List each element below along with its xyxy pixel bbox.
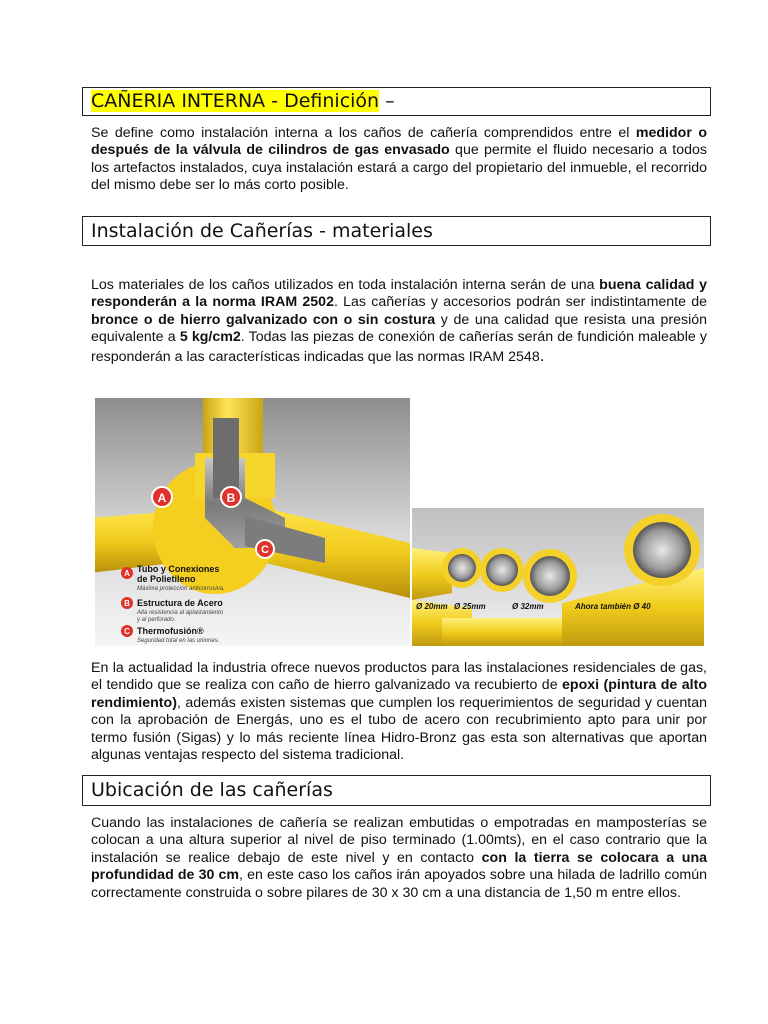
heading-suffix: – [379,90,395,112]
svg-text:Alta resistencia al aplastamie: Alta resistencia al aplastamiento [137,610,224,616]
svg-text:Estructura de Acero: Estructura de Acero [137,598,223,608]
svg-text:Tubo y Conexiones: Tubo y Conexiones [137,564,220,574]
label-b: B [226,491,236,505]
svg-text:C: C [124,627,130,636]
heading-title: CAÑERIA INTERNA - Definición [91,90,380,112]
pipe-sizes-figure [412,508,704,646]
pipe-32-body [442,618,562,646]
paragraph-definicion: Se define como instalación interna a los caños de cañería comprendidos entre el medidor o después de la válvula de cilindros de gas envasado que permite el fluido necesario a todos los artefactos instalados, cuya instalación estará a cargo del propietario del inmueble, el recorrido del mismo debe ser lo más corto posible. [91,125,707,194]
section-heading-ubicacion [82,775,711,806]
label-a: A [157,491,167,505]
svg-text:Seguridad total en las uniones: Seguridad total en las uniones. [137,638,220,644]
size-label-32: Ø 32mm [512,602,544,611]
svg-text:de Polietileno: de Polietileno [137,574,196,584]
size-label-20: Ø 20mm [416,602,448,611]
svg-text:y al perforado.: y al perforado. [137,617,176,623]
svg-text:B: B [124,599,130,608]
svg-text:Thermofusión®: Thermofusión® [137,626,204,636]
pipe-20-hole [448,554,476,582]
pipe-40-hole [633,522,691,578]
paragraph-ubicacion: Cuando las instalaciones de cañería se realizan embutidas o empotradas en mamposterías se colocan a una altura superior al nivel de piso terminado (1.00mts), en el caso contrario que la instalación se realice debajo de este nivel y en contacto con la tierra se colocara a una profundidad de 30 cm, en este caso los caños irán apoyados sobre una hilada de ladrillo común correctamente construida o sobre pilares de 30 x 30 cm a una distancia de 1,50 m entre ellos. [91,815,707,901]
svg-text:Máxima protección anticorrosiv: Máxima protección anticorrosiva. [137,586,225,592]
size-label-40: Ahora también Ø 40 [575,602,651,611]
heading-title: Instalación de Cañerías - materiales [91,220,433,242]
pipe-32-hole [530,556,570,596]
paragraph-materiales: Los materiales de los caños utilizados en toda instalación interna serán de una buena calidad y responderán a la norma IRAM 2502. Las cañerías y accesorios podrán ser indistintamente de bronce o de hierro galvanizado con o sin costura y de una calidad que resista una presión equivalente a 5 kg/cm2. Todas las piezas de conexión de cañerías serán de fundición maleable y responderán a las características indicadas que las normas IRAM 2548. [91,277,708,365]
pipe-25-hole [486,554,518,586]
svg-text:A: A [124,569,130,578]
size-label-25: Ø 25mm [454,602,486,611]
steel-inner-vertical [213,418,239,498]
label-c: C [261,544,269,556]
heading-title: Ubicación de las cañerías [91,779,333,801]
section-heading-materiales [82,216,711,246]
pipe-cutaway-figure [95,398,410,646]
section-heading-definicion [82,87,711,116]
paragraph-industria: En la actualidad la industria ofrece nuevos productos para las instalaciones residenciales de gas, el tendido que se realiza con caño de hierro galvanizado va recubierto de epoxi (pintura de alto rendimiento), además existen sistemas que cumplen los requerimientos de seguridad y cuentan con la aprobación de Energás, uno es el tubo de acero con recubrimiento apto para unir por termo fusión (Sigas) y lo más reciente línea Hidro-Bronz gas esta son alternativas que aportan algunas ventajas respecto del sistema tradicional. [91,660,707,764]
